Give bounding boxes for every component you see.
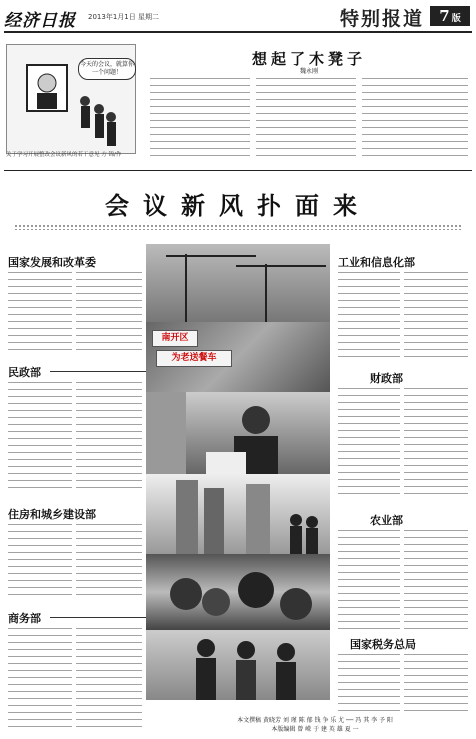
towers-drawing: [146, 474, 330, 554]
section-head-mca: 民政部: [8, 366, 41, 379]
mof-text-col-1: [338, 388, 400, 496]
photo-collage: [146, 244, 330, 700]
moa-text-col-1: [338, 530, 400, 632]
sign-meal-service: 为老送餐车: [156, 350, 232, 367]
footer-reporters: 本文撰稿 黄晓芳 刘 瑾 陈 郁 钱 争 乐 尤 ── 冯 其 李 予 阳: [237, 717, 393, 724]
masthead: 经济日报: [4, 11, 76, 31]
mofcom-text-col-1: [8, 628, 72, 732]
section-head-mohurd: 住房和城乡建设部: [8, 508, 96, 521]
footer-credits: [160, 716, 470, 734]
sign-district: 南开区: [152, 330, 198, 347]
section-head-mofcom: 商务部: [8, 612, 41, 625]
page-number: 7: [439, 7, 450, 25]
section-head-sat: 国家税务总局: [350, 638, 416, 651]
photo-meal-delivery-van: [146, 322, 330, 392]
staff-drawing: [146, 630, 330, 700]
mohurd-text-col-2: [76, 524, 142, 598]
section-head-moa: 农业部: [370, 514, 403, 527]
miit-text-col-2: [404, 272, 468, 360]
ndrc-text-col-2: [76, 272, 142, 350]
commentary-text-col-2: [256, 78, 356, 162]
photo-tax-office-staff: [146, 630, 330, 700]
photo-residential-towers: [146, 474, 330, 554]
main-headline: 会议新风扑面来: [105, 191, 371, 220]
ndrc-text-col-1: [8, 272, 72, 350]
section-head-miit: 工业和信息化部: [338, 256, 415, 269]
mca-text-col-1: [8, 382, 72, 492]
sat-text-col-2: [404, 654, 468, 712]
section-head-mof: 财政部: [370, 372, 403, 385]
commentary-text-col-3: [362, 78, 468, 162]
mca-text-col-2: [76, 382, 142, 492]
commentary-text-col-1: [150, 78, 250, 162]
commentary-author: 魏永刚: [299, 68, 318, 75]
section-divider: [4, 170, 472, 171]
page-number-box: [430, 6, 470, 26]
produce-drawing: [146, 554, 330, 630]
crane-drawing: [146, 244, 330, 322]
footer-editors: 本版编辑 曾 嵘 于 建 英 雄 夏 一: [271, 726, 359, 733]
sat-text-col-1: [338, 654, 400, 712]
photo-bank-teller: [186, 392, 330, 474]
mca-rule: [50, 371, 146, 372]
top-rule: [4, 31, 472, 33]
photo-farm-produce: [146, 554, 330, 630]
mohurd-text-col-1: [8, 524, 72, 598]
photo-construction-cranes: [146, 244, 330, 322]
moa-text-col-2: [404, 530, 468, 632]
speech-bubble: 今天的会议，就算你一个问题！: [78, 58, 136, 80]
dotted-rule: [14, 224, 462, 230]
section-tag: 特别报道: [339, 8, 424, 30]
photo-building-left: [146, 392, 186, 474]
cartoon-caption: 关于学习开展整改会议新风的若干意见 方 锦/作: [6, 152, 122, 158]
teller-drawing: [186, 392, 330, 474]
miit-text-col-1: [338, 272, 400, 360]
page-suffix: 版: [451, 14, 461, 24]
mofcom-text-col-2: [76, 628, 142, 732]
mof-text-col-2: [404, 388, 468, 496]
date-line: 2013年1月1日 星期二: [88, 13, 159, 21]
mofcom-rule: [50, 617, 146, 618]
commentary-title: 想起了木凳子: [251, 50, 366, 68]
section-head-ndrc: 国家发展和改革委: [8, 256, 96, 269]
